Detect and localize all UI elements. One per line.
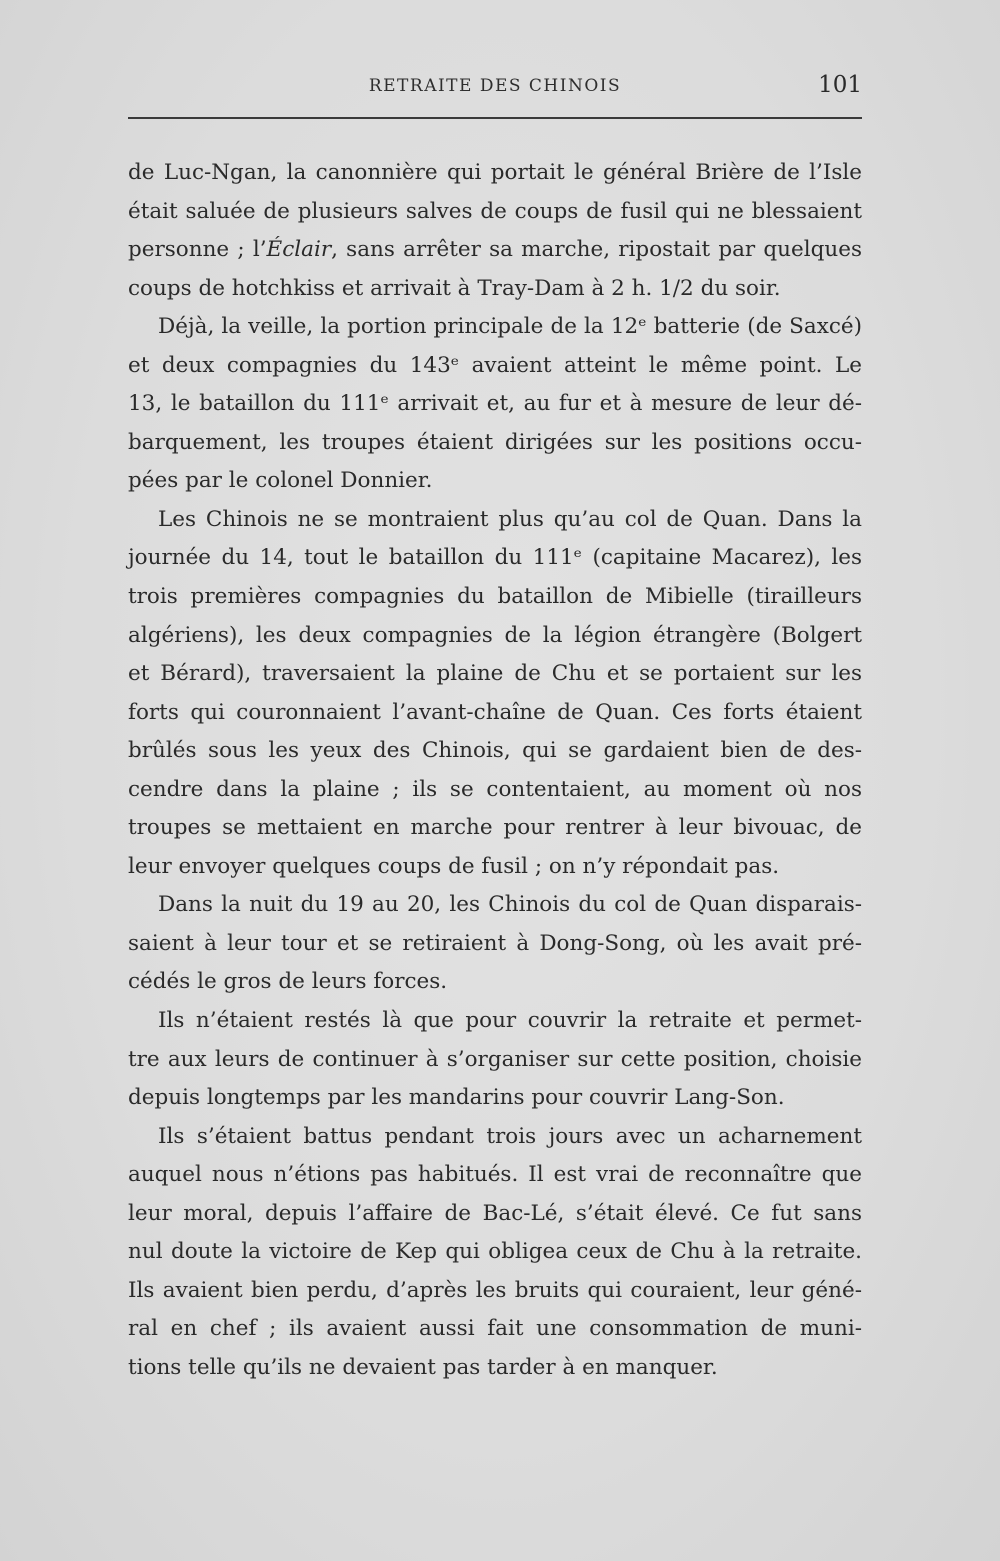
page-number: 101: [818, 72, 862, 98]
text-line: tions telle qu’ils ne devaient pas tarder à en manquer.: [128, 1354, 718, 1380]
running-head: [128, 72, 862, 102]
text-line: Les Chinois ne se montraient plus qu’au col de Quan. Dans la: [158, 506, 862, 532]
text-line: leur moral, depuis l’affaire de Bac-Lé, s’était élevé. Ce fut sans: [128, 1200, 862, 1226]
text-line: Ils s’étaient battus pendant trois jours avec un acharnement: [158, 1123, 862, 1149]
text-line: brûlés sous les yeux des Chinois, qui se gardaient bien de des-: [128, 738, 862, 764]
text-line: Déjà, la veille, la portion principale de la 12ᵉ batterie (de Saxcé): [158, 314, 862, 340]
text-line: saient à leur tour et se retiraient à Dong-Song, où les avait pré-: [128, 930, 862, 956]
text-line: pées par le colonel Donnier.: [128, 468, 433, 494]
text-line: ral en chef ; ils avaient aussi fait une consommation de muni-: [128, 1316, 862, 1342]
body-text: [128, 154, 862, 1388]
text-line: journée du 14, tout le bataillon du 111ᵉ (capitaine Macarez), les: [128, 545, 862, 571]
text-line: de Luc-Ngan, la canonnière qui portait le général Brière de l’Isle: [128, 160, 862, 185]
text-line: troupes se mettaient en marche pour rentrer à leur bivouac, de: [128, 815, 862, 841]
text-line: personne ; l’Éclair, sans arrêter sa marche, ripostait par quelques: [128, 237, 862, 263]
header-rule: [128, 117, 862, 119]
text-line: était saluée de plusieurs salves de coups de fusil qui ne blessaient: [128, 198, 862, 224]
text-line: algériens), les deux compagnies de la légion étrangère (Bolgert: [128, 622, 862, 648]
text-line: trois premières compagnies du bataillon de Mibielle (tirailleurs: [128, 584, 862, 610]
text-line: et Bérard), traversaient la plaine de Chu et se portaient sur les: [128, 661, 862, 687]
text-line: tre aux leurs de continuer à s’organiser sur cette position, choisie: [128, 1046, 862, 1072]
text-line: forts qui couronnaient l’avant-chaîne de Quan. Ces forts étaient: [128, 699, 862, 725]
text-line: et deux compagnies du 143ᵉ avaient atteint le même point. Le: [128, 352, 862, 378]
text-line: auquel nous n’étions pas habitués. Il est vrai de reconnaître que: [128, 1162, 862, 1188]
text-line: Ils n’étaient restés là que pour couvrir la retraite et permet-: [158, 1008, 862, 1034]
text-line: cédés le gros de leurs forces.: [128, 969, 448, 995]
text-line: coups de hotchkiss et arrivait à Tray-Dam à 2 h. 1/2 du soir.: [128, 275, 781, 301]
text-line: leur envoyer quelques coups de fusil ; on n’y répondait pas.: [128, 853, 780, 879]
text-line: Dans la nuit du 19 au 20, les Chinois du col de Quan disparais-: [158, 892, 862, 918]
text-line: 13, le bataillon du 111ᵉ arrivait et, au fur et à mesure de leur dé-: [128, 391, 862, 417]
running-title: RETRAITE DES CHINOIS: [368, 76, 622, 96]
text-line: barquement, les troupes étaient dirigées sur les positions occu-: [128, 429, 862, 455]
text-line: Ils avaient bien perdu, d’après les bruits qui couraient, leur géné-: [128, 1277, 862, 1303]
text-line: nul doute la victoire de Kep qui obligea ceux de Chu à la retraite.: [128, 1239, 862, 1265]
text-line: depuis longtemps par les mandarins pour couvrir Lang-Son.: [128, 1085, 785, 1111]
text-line: cendre dans la plaine ; ils se contentaient, au moment où nos: [128, 776, 862, 802]
